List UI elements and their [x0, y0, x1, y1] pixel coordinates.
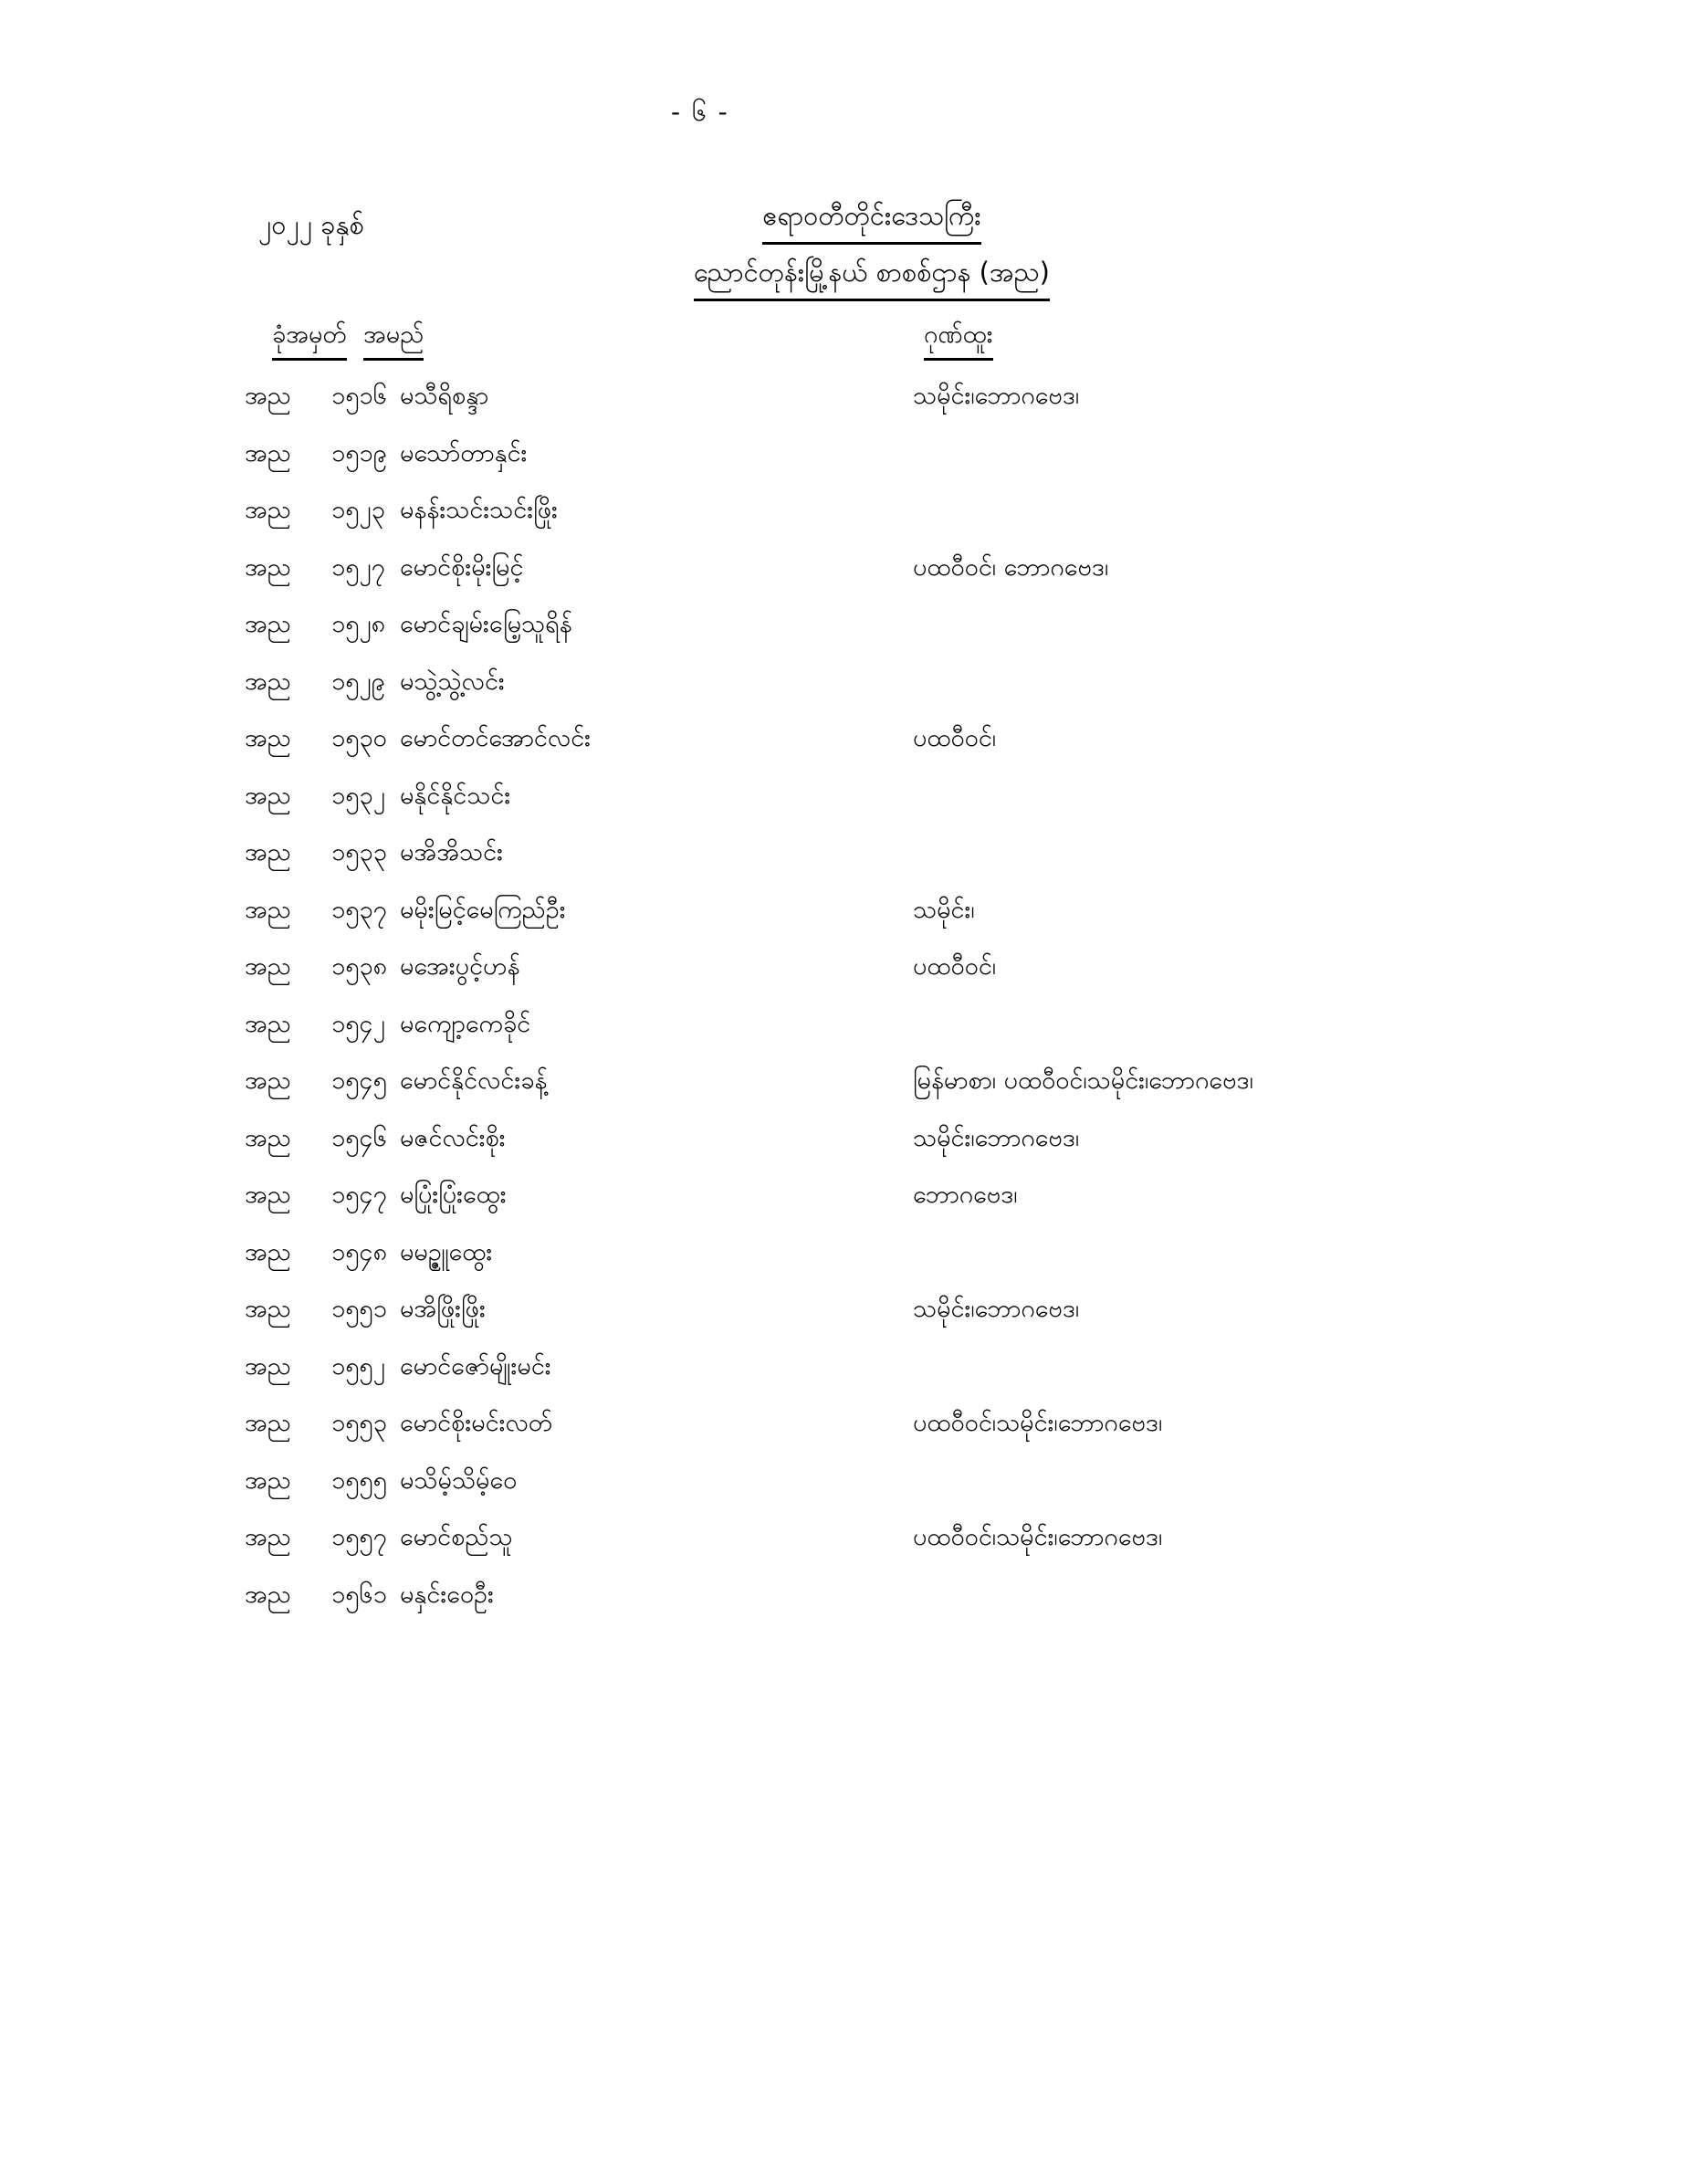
- student-name-cell: မကျော့ကေခိုင်: [400, 1009, 531, 1038]
- center-code-cell: အည: [245, 496, 291, 524]
- center-code-cell: အည: [245, 781, 291, 810]
- roll-number-cell: ၁၅၄၆: [331, 1123, 387, 1152]
- student-name-cell: မသွဲ့သွဲ့လင်း: [400, 667, 505, 696]
- student-name-cell: မောင်ဇော်မျိုးမင်း: [400, 1351, 551, 1381]
- student-name-cell: မမဉ္ဇူထွေး: [400, 1237, 493, 1266]
- center-code-cell: အည: [245, 1066, 291, 1095]
- distinction-cell: ပထဝီဝင်၊: [913, 724, 997, 752]
- table-row: [0, 662, 1687, 719]
- title-block-region: [634, 199, 1109, 245]
- center-code-cell: အည: [245, 610, 291, 638]
- roll-number-cell: ၁၅၅၃: [331, 1409, 387, 1437]
- student-name-cell: မအိအိသင်း: [400, 838, 503, 866]
- student-name-cell: မောင်စိုးမင်းလတ်: [400, 1409, 553, 1437]
- center-code-cell: အည: [245, 952, 291, 981]
- table-rows: [0, 376, 1687, 1632]
- center-code-cell: အည: [245, 1123, 291, 1152]
- student-name-cell: မောင်ချမ်းမြေ့သူရိန်: [400, 610, 572, 638]
- center-code-cell: အည: [245, 438, 291, 467]
- column-header-roll-number-wrap: [272, 319, 347, 361]
- student-name-cell: မအိဖြိုးဖြိုး: [400, 1295, 486, 1323]
- distinction-cell: သမိုင်း၊: [913, 895, 975, 924]
- center-code-cell: အည: [245, 838, 291, 866]
- table-row: [0, 1403, 1687, 1461]
- center-code-cell: အည: [245, 1465, 291, 1495]
- column-header-roll-number: ခုံအမှတ်: [272, 319, 347, 361]
- exam-center-title: ညောင်တုန်းမြို့နယ် စာစစ်ဌာန (အည): [694, 256, 1050, 301]
- table-row: [0, 1004, 1687, 1062]
- center-code-cell: အည: [245, 1409, 291, 1437]
- table-row: [0, 376, 1687, 434]
- distinction-cell: ပထဝီဝင်၊ ဘောဂဗေဒ၊: [913, 552, 1109, 582]
- distinction-cell: ဘောဂဗေဒ၊: [913, 1181, 1018, 1209]
- title-block-exam-center: [634, 256, 1109, 301]
- center-code-cell: အည: [245, 552, 291, 582]
- student-name-cell: မပြုံးပြုံးထွေး: [400, 1181, 507, 1209]
- student-name-cell: မဇင်လင်းစိုး: [400, 1123, 506, 1152]
- table-row: [0, 1517, 1687, 1575]
- center-code-cell: အည: [245, 1009, 291, 1038]
- table-row: [0, 1175, 1687, 1233]
- distinction-cell: ပထဝီဝင်၊သမိုင်း၊ဘောဂဗေဒ၊: [913, 1409, 1163, 1437]
- table-row: [0, 947, 1687, 1004]
- roll-number-cell: ၁၅၂၉: [331, 667, 385, 696]
- roll-number-cell: ၁၅၄၂: [331, 1009, 385, 1038]
- table-row: [0, 776, 1687, 834]
- distinction-cell: သမိုင်း၊ဘောဂဗေဒ၊: [913, 1123, 1080, 1152]
- student-name-cell: မသော်တာနှင်း: [400, 438, 528, 467]
- center-code-cell: အည: [245, 1523, 291, 1551]
- student-name-cell: မအေးပွင့်ဟန်: [400, 952, 520, 981]
- region-title: ဧရာဝတီတိုင်းဒေသကြီး: [762, 199, 980, 245]
- center-code-cell: အည: [245, 382, 291, 410]
- roll-number-cell: ၁၅၄၈: [331, 1237, 387, 1266]
- student-name-cell: မသီရိစန္ဒာ: [400, 382, 489, 410]
- distinction-cell: သမိုင်း၊ဘောဂဗေဒ၊: [913, 1295, 1080, 1323]
- table-row: [0, 604, 1687, 662]
- student-name-cell: မနှင်းဝေဦး: [400, 1580, 494, 1609]
- roll-number-cell: ၁၅၃၀: [331, 724, 387, 752]
- table-row: [0, 1575, 1687, 1633]
- distinction-cell: မြန်မာစာ၊ ပထဝီဝင်၊သမိုင်း၊ဘောဂဗေဒ၊: [913, 1066, 1253, 1095]
- roll-number-cell: ၁၅၄၅: [331, 1066, 387, 1095]
- roll-number-cell: ၁၅၂၃: [331, 496, 385, 524]
- roll-number-cell: ၁၅၃၃: [331, 838, 387, 866]
- table-row: [0, 490, 1687, 548]
- student-name-cell: မောင်နိုင်လင်းခန့်: [400, 1066, 548, 1095]
- center-code-cell: အည: [245, 1295, 291, 1323]
- roll-number-cell: ၁၅၃၇: [331, 895, 387, 924]
- student-name-cell: မောင်စည်သူ: [400, 1523, 513, 1551]
- roll-number-cell: ၁၅၅၅: [331, 1465, 387, 1495]
- center-code-cell: အည: [245, 1351, 291, 1381]
- column-header-distinction-wrap: [924, 319, 993, 361]
- roll-number-cell: ၁၅၁၆: [331, 382, 387, 410]
- roll-number-cell: ၁၅၆၁: [331, 1580, 387, 1609]
- table-row: [0, 833, 1687, 890]
- column-header-name: အမည်: [363, 319, 424, 361]
- roll-number-cell: ၁၅၅၇: [331, 1523, 387, 1551]
- table-row: [0, 890, 1687, 948]
- student-name-cell: မောင်စိုးမိုးမြင့်: [400, 552, 524, 582]
- distinction-cell: ပထဝီဝင်၊: [913, 952, 997, 981]
- column-header-name-wrap: [363, 319, 424, 361]
- student-name-cell: မမိုးမြင့်မေကြည်ဦး: [400, 895, 566, 924]
- roll-number-cell: ၁၅၁၉: [331, 438, 387, 467]
- roll-number-cell: ၁၅၂၇: [331, 552, 385, 582]
- table-row: [0, 719, 1687, 776]
- table-row: [0, 1061, 1687, 1118]
- student-name-cell: မနန်းသင်းသင်းဖြိုး: [400, 496, 558, 524]
- table-row: [0, 548, 1687, 605]
- center-code-cell: အည: [245, 724, 291, 752]
- center-code-cell: အည: [245, 1580, 291, 1609]
- roll-number-cell: ၁၅၃၂: [331, 781, 385, 810]
- year-label: ၂၀၂၂ ခုနှစ်: [258, 209, 364, 240]
- table-row: [0, 1118, 1687, 1176]
- table-row: [0, 434, 1687, 491]
- student-name-cell: မောင်တင်အောင်လင်း: [400, 724, 592, 752]
- center-code-cell: အည: [245, 1181, 291, 1209]
- distinction-cell: သမိုင်း၊ဘောဂဗေဒ၊: [913, 382, 1080, 410]
- table-row: [0, 1233, 1687, 1290]
- roll-number-cell: ၁၅၃၈: [331, 952, 387, 981]
- page-number: - ၆ -: [671, 97, 729, 127]
- center-code-cell: အည: [245, 895, 291, 924]
- distinction-cell: ပထဝီဝင်၊သမိုင်း၊ဘောဂဗေဒ၊: [913, 1523, 1163, 1551]
- student-name-cell: မနိုင်နိုင်သင်း: [400, 781, 511, 810]
- table-row: [0, 1461, 1687, 1518]
- column-header-distinction: ဂုဏ်ထူး: [924, 319, 993, 361]
- roll-number-cell: ၁၅၅၂: [331, 1351, 385, 1381]
- table-row: [0, 1347, 1687, 1404]
- center-code-cell: အည: [245, 667, 291, 696]
- center-code-cell: အည: [245, 1237, 291, 1266]
- roll-number-cell: ၁၅၄၇: [331, 1181, 387, 1209]
- table-row: [0, 1289, 1687, 1347]
- roll-number-cell: ၁၅၅၁: [331, 1295, 387, 1323]
- student-name-cell: မသိမ့်သိမ့်ဝေ: [400, 1465, 518, 1495]
- roll-number-cell: ၁၅၂၈: [331, 610, 386, 638]
